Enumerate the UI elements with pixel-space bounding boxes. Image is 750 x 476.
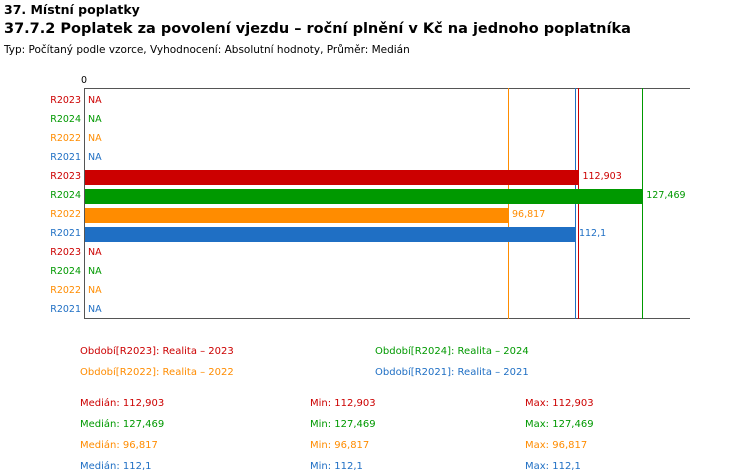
chart-row — [50, 92, 690, 111]
row-series-label: R2024 — [50, 190, 81, 201]
bar[interactable] — [85, 208, 509, 223]
row-na-label: NA — [88, 95, 102, 106]
stat-median: Medián: 127,469 — [80, 419, 165, 430]
stat-min: Min: 96,817 — [310, 440, 370, 451]
chart-subtitle: Typ: Počítaný podle vzorce, Vyhodnocení: Absolutní hodnoty, Průměr: Medián — [4, 44, 410, 56]
row-na-label: NA — [88, 114, 102, 125]
bar[interactable] — [85, 170, 579, 185]
row-na-label: NA — [88, 133, 102, 144]
row-series-label: R2023 — [50, 247, 81, 258]
stat-median: Medián: 112,903 — [80, 398, 165, 409]
legend-item[interactable]: Období[R2021]: Realita – 2021 — [375, 367, 529, 378]
row-na-label: NA — [88, 304, 102, 315]
chart-row — [50, 225, 690, 244]
stat-max: Max: 127,469 — [525, 419, 594, 430]
row-na-label: NA — [88, 285, 102, 296]
bar-value-label: 127,469 — [646, 190, 686, 201]
row-series-label: R2022 — [50, 285, 81, 296]
bar[interactable] — [85, 189, 643, 204]
row-series-label: R2023 — [50, 171, 81, 182]
legend-item[interactable]: Období[R2023]: Realita – 2023 — [80, 346, 234, 357]
chart-row — [50, 244, 690, 263]
bar-value-label: 112,903 — [582, 171, 622, 182]
stat-median: Medián: 96,817 — [80, 440, 158, 451]
bar-value-label: 112,1 — [578, 228, 607, 239]
chart-row — [50, 301, 690, 320]
report-section-title: 37. Místní poplatky — [4, 2, 140, 17]
chart-row — [50, 149, 690, 168]
row-na-label: NA — [88, 247, 102, 258]
chart-row — [50, 187, 690, 206]
chart-row — [50, 130, 690, 149]
stat-min: Min: 112,903 — [310, 398, 376, 409]
chart-plot-area — [50, 88, 690, 319]
legend-item[interactable]: Období[R2022]: Realita – 2022 — [80, 367, 234, 378]
chart-row — [50, 111, 690, 130]
row-na-label: NA — [88, 152, 102, 163]
row-series-label: R2024 — [50, 114, 81, 125]
row-series-label: R2021 — [50, 304, 81, 315]
row-series-label: R2023 — [50, 95, 81, 106]
chart-legend — [0, 336, 750, 476]
stat-median: Medián: 112,1 — [80, 461, 152, 472]
bar[interactable] — [85, 227, 576, 242]
legend-item[interactable]: Období[R2024]: Realita – 2024 — [375, 346, 529, 357]
row-series-label: R2021 — [50, 228, 81, 239]
stat-min: Min: 112,1 — [310, 461, 363, 472]
axis-zero-label: 0 — [81, 75, 88, 86]
row-series-label: R2022 — [50, 209, 81, 220]
row-series-label: R2021 — [50, 152, 81, 163]
chart-row — [50, 206, 690, 225]
page-title: 37.7.2 Poplatek za povolení vjezdu – roční plnění v Kč na jednoho poplatníka — [4, 21, 631, 37]
row-na-label: NA — [88, 266, 102, 277]
row-series-label: R2024 — [50, 266, 81, 277]
stat-min: Min: 127,469 — [310, 419, 376, 430]
row-series-label: R2022 — [50, 133, 81, 144]
chart-row — [50, 263, 690, 282]
chart-row — [50, 282, 690, 301]
bar-value-label: 96,817 — [512, 209, 546, 220]
stat-max: Max: 96,817 — [525, 440, 588, 451]
chart-row — [50, 168, 690, 187]
stat-max: Max: 112,1 — [525, 461, 581, 472]
stat-max: Max: 112,903 — [525, 398, 594, 409]
